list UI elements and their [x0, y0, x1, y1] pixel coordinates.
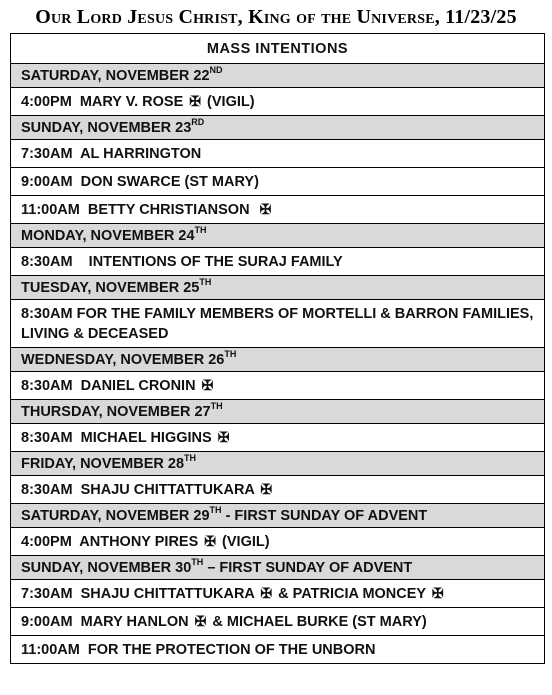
day-date: SATURDAY, NOVEMBER 22 [21, 67, 210, 84]
mass-entry [11, 300, 545, 348]
mass-intentions-table [10, 33, 545, 664]
mass-entry-row [11, 476, 545, 504]
cross-pattee-icon: ✠ [260, 585, 273, 601]
cross-pattee-icon: ✠ [189, 93, 202, 109]
mass-entry-text: (VIGIL) [218, 534, 270, 550]
day-header [11, 276, 545, 300]
cross-pattee-icon: ✠ [217, 429, 230, 445]
bulletin-header: Our Lord Jesus Christ, King of the Universe, 11/23/25 [35, 6, 517, 28]
mass-entry-text: (VIGIL) [203, 94, 255, 110]
mass-entry [11, 196, 545, 224]
mass-entry-text: 4:00PM ANTHONY PIRES [21, 534, 203, 550]
mass-entry-text: 8:30AM FOR THE FAMILY MEMBERS OF MORTELLI & BARRON FAMILIES, LIVING & DECEASED [21, 305, 534, 342]
day-ordinal-suffix: TH [224, 348, 237, 359]
mass-entry [11, 528, 545, 556]
mass-entry [11, 424, 545, 452]
day-header-row [11, 452, 545, 476]
mass-entry [11, 88, 545, 116]
day-ordinal-suffix: TH [210, 400, 223, 411]
mass-entry [11, 372, 545, 400]
mass-entry [11, 608, 545, 636]
mass-entry-text: 8:30AM MICHAEL HIGGINS [21, 430, 216, 446]
day-ordinal-suffix: TH [194, 224, 207, 235]
day-header-row [11, 348, 545, 372]
day-header [11, 400, 545, 424]
day-ordinal-suffix: TH [199, 276, 212, 287]
day-date: MONDAY, NOVEMBER 24 [21, 227, 195, 244]
day-header [11, 116, 545, 140]
mass-entry [11, 248, 545, 276]
mass-entry-text: 11:00AM FOR THE PROTECTION OF THE UNBORN [21, 641, 376, 658]
mass-entry-text: 8:30AM INTENTIONS OF THE SURAJ FAMILY [21, 253, 343, 270]
day-header-row [11, 556, 545, 580]
day-date: WEDNESDAY, NOVEMBER 26 [21, 351, 225, 368]
day-header [11, 224, 545, 248]
cross-pattee-icon: ✠ [260, 481, 273, 497]
mass-entry-row [11, 300, 545, 348]
mass-entry-row [11, 636, 545, 664]
mass-entry [11, 140, 545, 168]
day-date: TUESDAY, NOVEMBER 25 [21, 279, 200, 296]
mass-entry-text: 9:00AM MARY HANLON [21, 614, 193, 630]
day-header-row [11, 400, 545, 424]
mass-entry-row [11, 608, 545, 636]
mass-entry [11, 168, 545, 196]
day-date: SUNDAY, NOVEMBER 23 [21, 119, 192, 136]
cross-pattee-icon: ✠ [194, 613, 207, 629]
day-ordinal-suffix: RD [191, 116, 205, 127]
mass-entry [11, 580, 545, 608]
mass-entry-text: 11:00AM BETTY CHRISTIANSON [21, 202, 258, 218]
day-ordinal-suffix: TH [184, 452, 197, 463]
mass-entry-text: 7:30AM SHAJU CHITTATTUKARA [21, 586, 259, 602]
day-date: FRIDAY, NOVEMBER 28 [21, 455, 185, 472]
mass-entry-row [11, 580, 545, 608]
day-date: THURSDAY, NOVEMBER 27 [21, 403, 211, 420]
day-occasion: - FIRST SUNDAY OF ADVENT [221, 507, 428, 524]
day-header [11, 64, 545, 88]
mass-entry-row [11, 196, 545, 224]
day-header-row [11, 64, 545, 88]
mass-entry-row [11, 168, 545, 196]
mass-entry-text: 7:30AM AL HARRINGTON [21, 145, 202, 162]
mass-entry-row [11, 140, 545, 168]
mass-entry-text: 8:30AM DANIEL CRONIN [21, 378, 200, 394]
day-header-row [11, 504, 545, 528]
mass-entry-row [11, 372, 545, 400]
mass-entry [11, 476, 545, 504]
day-header [11, 556, 545, 580]
cross-pattee-icon: ✠ [259, 201, 272, 217]
day-header-row [11, 224, 545, 248]
day-ordinal-suffix: TH [191, 556, 204, 567]
day-header [11, 348, 545, 372]
cross-pattee-icon: ✠ [201, 377, 214, 393]
day-ordinal-suffix: TH [209, 504, 222, 515]
day-date: SUNDAY, NOVEMBER 30 [21, 559, 192, 576]
table-title-row [11, 34, 545, 64]
day-header-row [11, 116, 545, 140]
mass-entry-text: & PATRICIA MONCEY [274, 586, 430, 602]
mass-entry-text: 4:00PM MARY V. ROSE [21, 94, 188, 110]
table-title: MASS INTENTIONS [11, 34, 545, 64]
mass-entry-text: & MICHAEL BURKE (ST MARY) [208, 614, 427, 630]
mass-entry [11, 636, 545, 664]
day-date: SATURDAY, NOVEMBER 29 [21, 507, 210, 524]
day-header [11, 504, 545, 528]
mass-entry-text: 8:30AM SHAJU CHITTATTUKARA [21, 482, 259, 498]
cross-pattee-icon: ✠ [431, 585, 444, 601]
mass-entry-row [11, 528, 545, 556]
day-header-row [11, 276, 545, 300]
mass-entry-row [11, 248, 545, 276]
mass-entry-text: 9:00AM DON SWARCE (ST MARY) [21, 173, 259, 190]
day-occasion: – FIRST SUNDAY OF ADVENT [203, 559, 413, 576]
cross-pattee-icon: ✠ [204, 533, 217, 549]
day-header [11, 452, 545, 476]
mass-entry-row [11, 88, 545, 116]
mass-entry-row [11, 424, 545, 452]
day-ordinal-suffix: ND [209, 64, 223, 75]
